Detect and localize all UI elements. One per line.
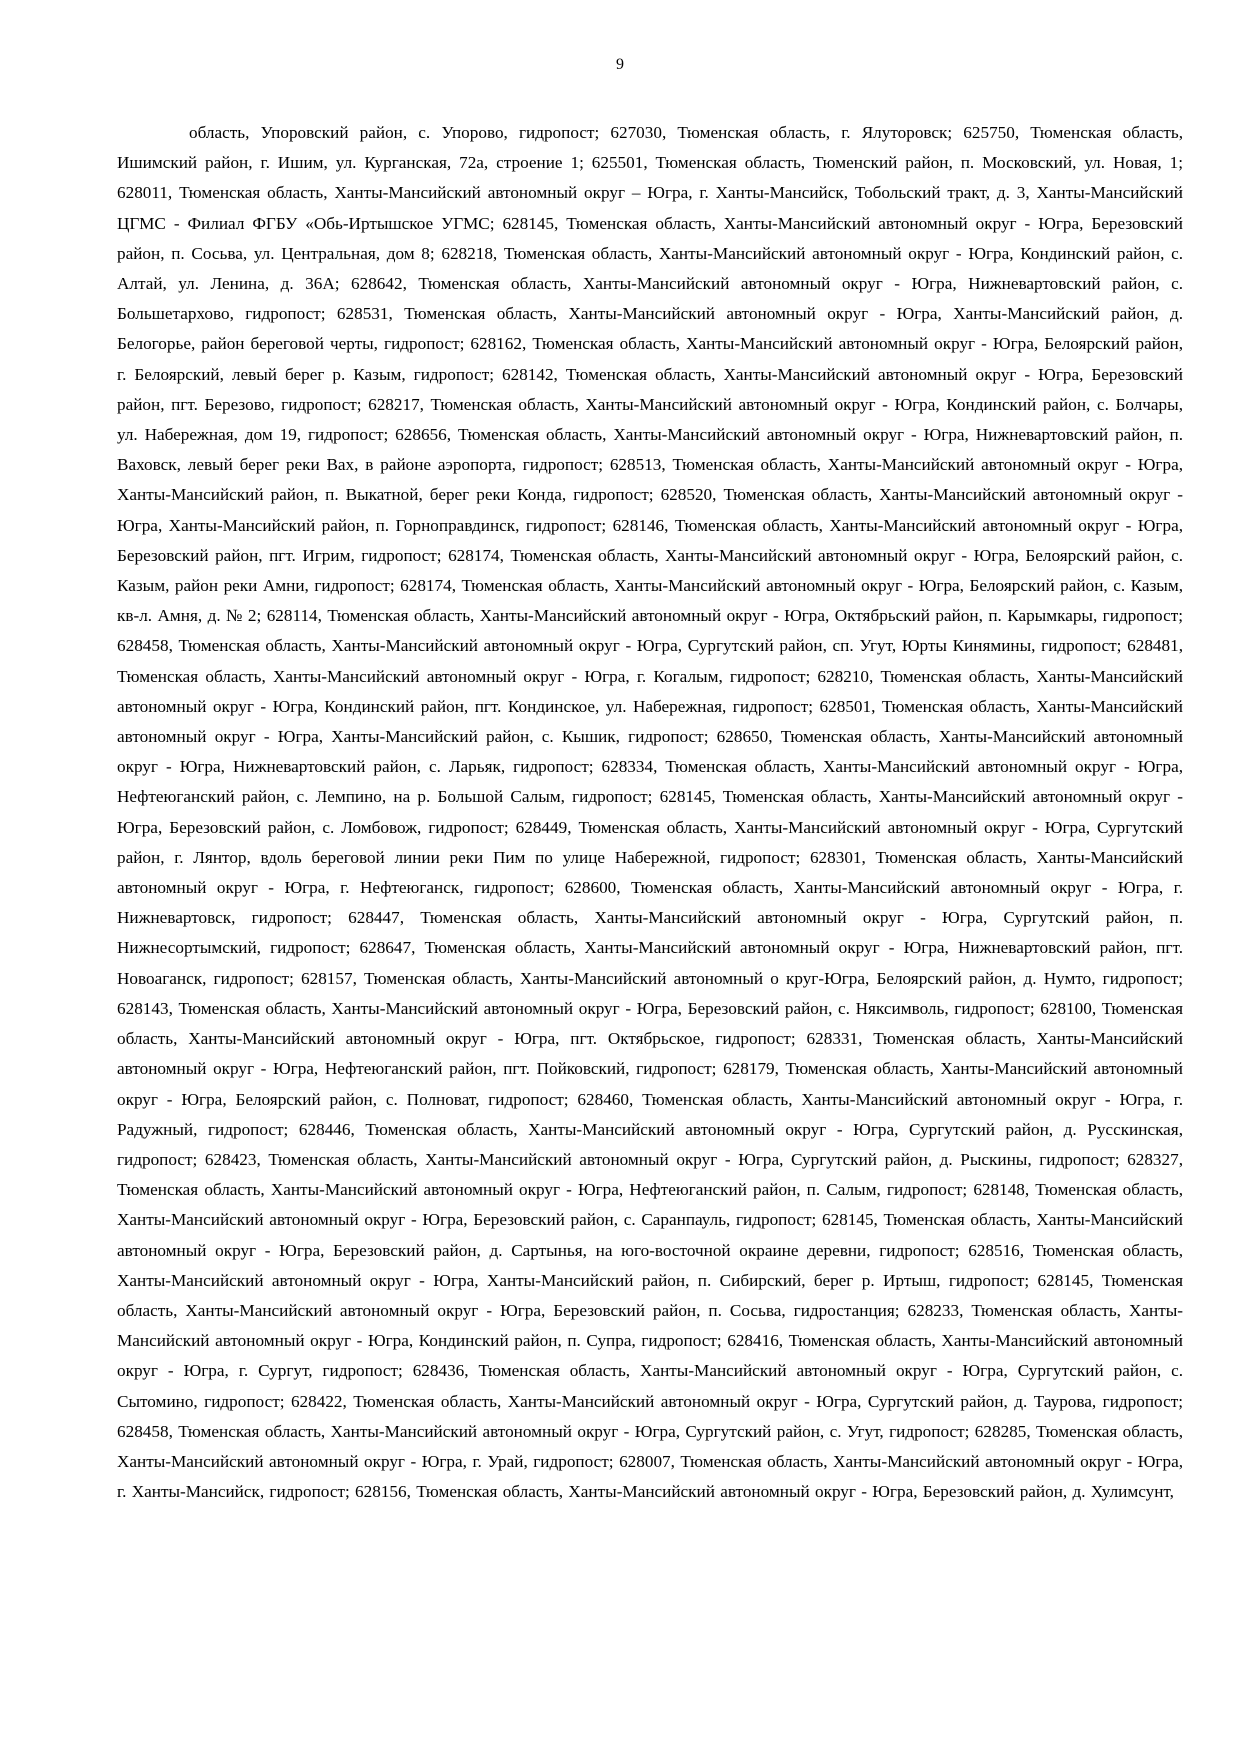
page-number: 9 xyxy=(616,56,624,73)
body-paragraph: область, Упоровский район, с. Упорово, гидропост; 627030, Тюменская область, г. Ялуторовск; 625750, Тюменская область, Ишимский район, г. Ишим, ул. Курганская, 72а, строение 1; 625501, Тюменская область, Тюменский район, п. Московский, ул. Новая, 1; 628011, Тюменская область, Ханты-Мансийский автономный округ – Югра, г. Ханты-Мансийск, Тобольский тракт, д. 3, Ханты-Мансийский ЦГМС - Филиал ФГБУ «Обь-Иртышское УГМС; 628145, Тюменская область, Ханты-Мансийский автономный округ - Югра, Березовский район, п. Сосьва, ул. Центральная, дом 8; 628218, Тюменская область, Ханты-Мансийский автономный округ - Югра, Кондинский район, с. Алтай, ул. Ленина, д. 36А; 628642, Тюменская область, Ханты-Мансийский автономный округ - Югра, Нижневартовский район, с. Большетархово, гидропост; 628531, Тюменская область, Ханты-Мансийский автономный округ - Югра, Ханты-Мансийский район, д. Белогорье, район береговой черты, гидропост; 628162, Тюменская область, Ханты-Мансийский автономный округ - Югра, Белоярский район, г. Белоярский, левый берег р. Казым, гидропост; 628142, Тюменская область, Ханты-Мансийский автономный округ - Югра, Березовский район, пгт. Березово, гидропост; 628217, Тюменская область, Ханты-Мансийский автономный округ - Югра, Кондинский район, с. Болчары, ул. Набережная, дом 19, гидропост; 628656, Тюменская область, Ханты-Мансийский автономный округ - Югра, Нижневартовский район, п. Ваховск, левый берег реки Вах, в районе аэропорта, гидропост; 628513, Тюменская область, Ханты-Мансийский автономный округ - Югра, Ханты-Мансийский район, п. Выкатной, берег реки Конда, гидропост; 628520, Тюменская область, Ханты-Мансийский автономный округ - Югра, Ханты-Мансийский район, п. Горноправдинск, гидропост; 628146, Тюменская область, Ханты-Мансийский автономный округ - Югра, Березовский район, пгт. Игрим, гидропост; 628174, Тюменская область, Ханты-Мансийский автономный округ - Югра, Белоярский район, с. Казым, район реки Амни, гидропост; 628174, Тюменская область, Ханты-Мансийский автономный округ - Югра, Белоярский район, с. Казым, кв-л. Амня, д. № 2; 628114, Тюменская область, Ханты-Мансийский автономный округ - Югра, Октябрьский район, п. Карымкары, гидропост; 628458, Тюменская область, Ханты-Мансийский автономный округ - Югра, Сургутский район, сп. Угут, Юрты Кинямины, гидропост; 628481, Тюменская область, Ханты-Мансийский автономный округ - Югра, г. Когалым, гидропост; 628210, Тюменская область, Ханты-Мансийский автономный округ - Югра, Кондинский район, пгт. Кондинское, ул. Набережная, гидропост; 628501, Тюменская область, Ханты-Мансийский автономный округ - Югра, Ханты-Мансийский район, с. Кышик, гидропост; 628650, Тюменская область, Ханты-Мансийский автономный округ - Югра, Нижневартовский район, с. Ларьяк, гидропост; 628334, Тюменская область, Ханты-Мансийский автономный округ - Югра, Нефтеюганский район, с. Лемпино, на р. Большой Салым, гидропост; 628145, Тюменская область, Ханты-Мансийский автономный округ - Югра, Березовский район, с. Ломбовож, гидропост; 628449, Тюменская область, Ханты-Мансийский автономный округ - Югра, Сургутский район, г. Лянтор, вдоль береговой линии реки Пим по улице Набережной, гидропост; 628301, Тюменская область, Ханты-Мансийский автономный округ - Югра, г. Нефтеюганск, гидропост; 628600, Тюменская область, Ханты-Мансийский автономный округ - Югра, г. Нижневартовск, гидропост; 628447, Тюменская область, Ханты-Мансийский автономный округ - Югра, Сургутский район, п. Нижнесортымский, гидропост; 628647, Тюменская область, Ханты-Мансийский автономный округ - Югра, Нижневартовский район, пгт. Новоаганск, гидропост; 628157, Тюменская область, Ханты-Мансийский автономный о круг-Югра, Белоярский район, д. Нумто, гидропост; 628143, Тюменская область, Ханты-Мансийский автономный округ - Югра, Березовский район, с. Няксимволь, гидропост; 628100, Тюменская область, Ханты-Мансийский автономный округ - Югра, пгт. Октябрьское, гидропост; 628331, Тюменская область, Ханты-Мансийский автономный округ - Югра, Нефтеюганский район, пгт. Пойковский, гидропост; 628179, Тюменская область, Ханты-Мансийский автономный округ - Югра, Белоярский район, с. Полноват, гидропост; 628460, Тюменская область, Ханты-Мансийский автономный округ - Югра, г. Радужный, гидропост; 628446, Тюменская область, Ханты-Мансийский автономный округ - Югра, Сургутский район, д. Русскинская, гидропост; 628423, Тюменская область, Ханты-Мансийский автономный округ - Югра, Сургутский район, д. Рыскины, гидропост; 628327, Тюменская область, Ханты-Мансийский автономный округ - Югра, Нефтеюганский район, п. Салым, гидропост; 628148, Тюменская область, Ханты-Мансийский автономный округ - Югра, Березовский район, с. Саранпауль, гидропост; 628145, Тюменская область, Ханты-Мансийский автономный округ - Югра, Березовский район, д. Сартынья, на юго-восточной окраине деревни, гидропост; 628516, Тюменская область, Ханты-Мансийский автономный округ - Югра, Ханты-Мансийский район, п. Сибирский, берег р. Иртыш, гидропост; 628145, Тюменская область, Ханты-Мансийский автономный округ - Югра, Березовский район, п. Сосьва, гидростанция; 628233, Тюменская область, Ханты-Мансийский автономный округ - Югра, Кондинский район, п. Супра, гидропост; 628416, Тюменская область, Ханты-Мансийский автономный округ - Югра, г. Сургут, гидропост; 628436, Тюменская область, Ханты-Мансийский автономный округ - Югра, Сургутский район, с. Сытомино, гидропост; 628422, Тюменская область, Ханты-Мансийский автономный округ - Югра, Сургутский район, д. Таурова, гидропост; 628458, Тюменская область, Ханты-Мансийский автономный округ - Югра, Сургутский район, с. Угут, гидропост; 628285, Тюменская область, Ханты-Мансийский автономный округ - Югра, г. Урай, гидропост; 628007, Тюменская область, Ханты-Мансийский автономный округ - Югра, г. Ханты-Мансийск, гидропост; 628156, Тюменская область, Ханты-Мансийский автономный округ - Югра, Березовский район, д. Хулимсунт, xyxy=(117,123,1183,1502)
